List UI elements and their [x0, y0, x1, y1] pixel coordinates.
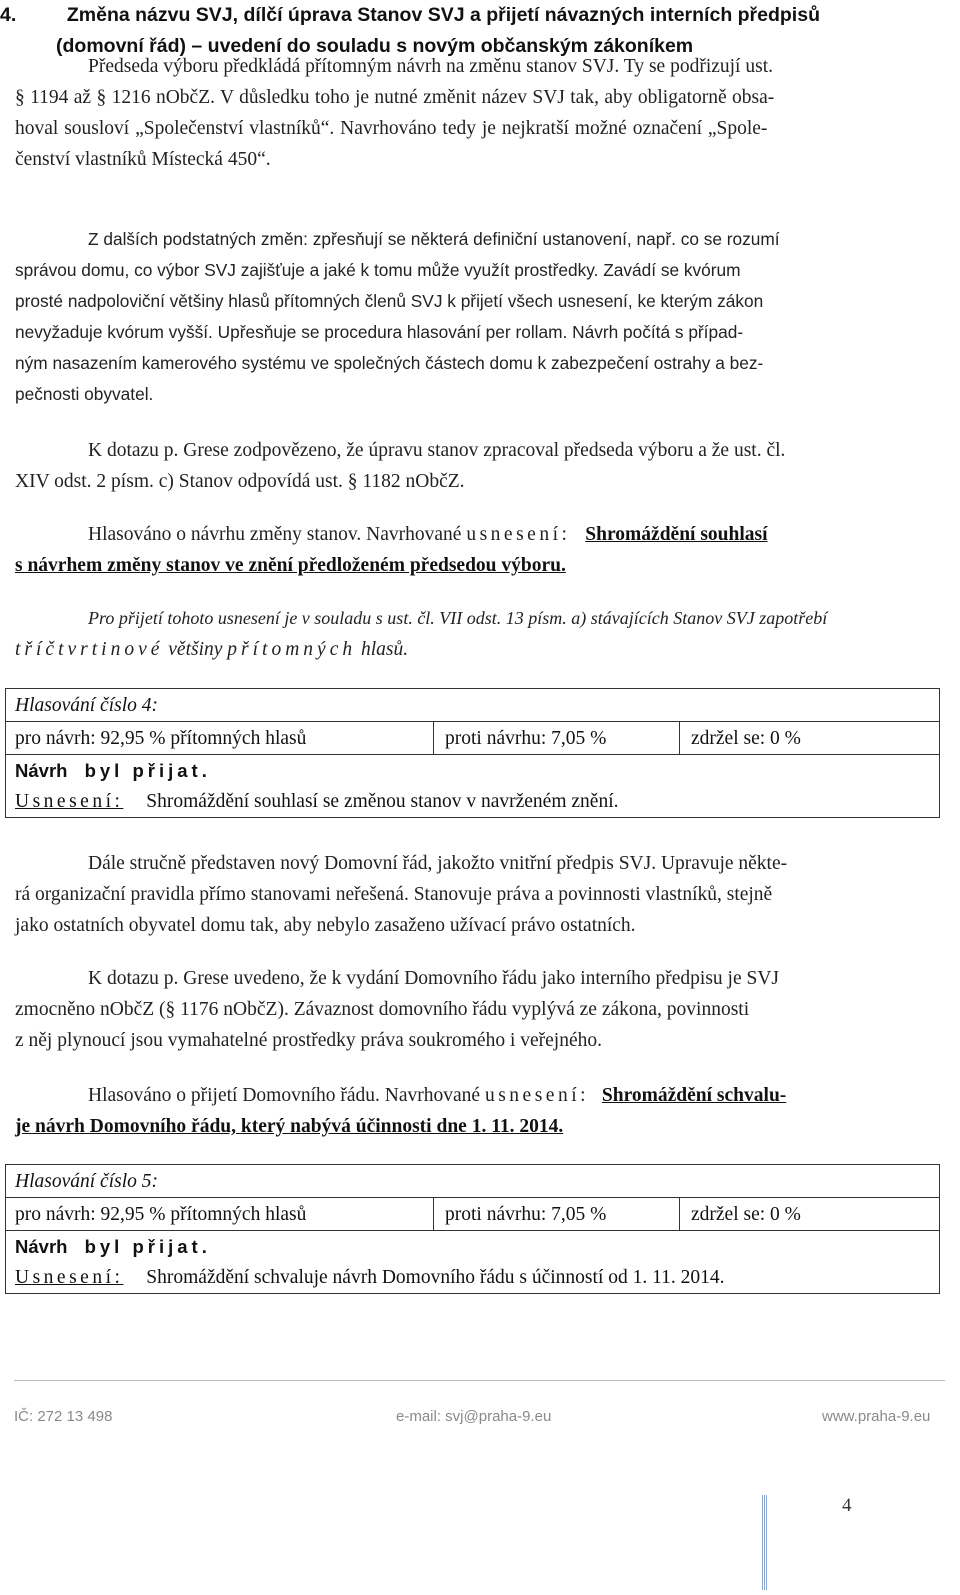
text-line: nevyžaduje kvórum vyšší. Upřesňuje se procedura hlasování per rollam. Návrh počítá s případ- — [15, 322, 744, 342]
text-line: pečnosti obyvatel. — [15, 384, 154, 404]
section-title-line1: Změna názvu SVJ, dílčí úprava Stanov SVJ a přijetí návazných interních předpisů — [66, 4, 820, 26]
text-line: K dotazu p. Grese uvedeno, že k vydání Domovního řádu jako interního předpisu je SVJ — [88, 968, 780, 989]
text-line: § 1194 až § 1216 nObčZ. V důsledku toho je nutné změnit název SVJ tak, aby obligatorně obsa- — [15, 87, 775, 108]
note-text: hlasů. — [360, 639, 409, 660]
text-line: ným nasazením kamerového systému ve společných částech domu k zabezpečení ostrahy a bez- — [15, 353, 764, 373]
page-number-bar — [762, 1495, 767, 1590]
vote-table-4 — [5, 688, 940, 818]
resolution-bold-line2: je návrh Domovního řádu, který nabývá účinnosti dne 1. 11. 2014. — [15, 1116, 564, 1137]
vote-title: Hlasování číslo 4: — [15, 695, 158, 716]
accepted-rest: byl přijat. — [84, 1236, 211, 1257]
accepted-word: Návrh — [15, 1236, 68, 1257]
text-line: K dotazu p. Grese zodpovězeno, že úpravu stanov zpracoval předseda výboru a že ust. čl. — [88, 440, 786, 461]
text-line: rá organizační pravidla přímo stanovami neřešená. Stanovuje práva a povinnosti vlastníků, stejně — [15, 884, 773, 905]
resolution-label: Usnesení: — [15, 791, 124, 812]
resolution-bold: Shromáždění schvalu- — [601, 1085, 787, 1106]
accepted-rest: byl přijat. — [84, 760, 211, 781]
resolution-bold-line2: s návrhem změny stanov ve znění předloženém předsedou výboru. — [15, 555, 566, 576]
resolution-label: Usnesení: — [15, 1267, 124, 1288]
text-line: čenství vlastníků Místecká 450“. — [15, 149, 271, 170]
text-prefix: Hlasováno o přijetí Domovního řádu. Navrhované — [88, 1085, 481, 1106]
vote-accepted — [15, 1231, 211, 1262]
vote-title: Hlasování číslo 5: — [15, 1171, 158, 1192]
note-text: většiny — [168, 639, 223, 660]
footer-ic: IČ: 272 13 498 — [14, 1408, 113, 1425]
text-line: hoval sousloví „Společenství vlastníků“. Navrhováno tedy je nejkratší možné označení „Spole- — [15, 118, 768, 139]
text-prefix: Hlasováno o návrhu změny stanov. Navrhované — [88, 524, 462, 545]
vote-resolution — [15, 786, 618, 817]
section-number: 4. — [0, 4, 17, 26]
vote-accepted — [15, 755, 211, 786]
page-number: 4 — [842, 1495, 852, 1516]
resolution-label: usnesení: — [466, 524, 571, 545]
footer-email[interactable]: e-mail: svj@praha-9.eu — [396, 1408, 552, 1425]
vote-for: pro návrh: 92,95 % přítomných hlasů — [6, 1198, 434, 1230]
note-spaced: tříčtvrtinové — [15, 639, 164, 660]
text-line: prosté nadpoloviční většiny hlasů přítomných členů SVJ k přijetí všech usnesení, ke kterým zákon — [15, 291, 764, 311]
text-line: Pro přijetí tohoto usnesení je v souladu s ust. čl. VII odst. 13 písm. a) stávajících Stanov SVJ zapotřebí — [88, 608, 828, 628]
resolution-text: Shromáždění souhlasí se změnou stanov v navrženém znění. — [146, 791, 619, 812]
vote-for: pro návrh: 92,95 % přítomných hlasů — [6, 722, 434, 754]
text-line: jako ostatních obyvatel domu tak, aby nebylo zasaženo užívací právo ostatních. — [15, 915, 636, 936]
note-spaced: přítomných — [227, 639, 357, 660]
vote-table-5 — [5, 1164, 940, 1294]
vote-resolution — [15, 1262, 725, 1293]
footer-web[interactable]: www.praha-9.eu — [822, 1408, 931, 1425]
vote-against: proti návrhu: 7,05 % — [434, 1198, 680, 1230]
vote-against: proti návrhu: 7,05 % — [434, 722, 680, 754]
accepted-word: Návrh — [15, 760, 68, 781]
resolution-text: Shromáždění schvaluje návrh Domovního řádu s účinností od 1. 11. 2014. — [146, 1267, 725, 1288]
resolution-bold: Shromáždění souhlasí — [585, 524, 768, 545]
resolution-label: usnesení: — [484, 1085, 590, 1106]
text-line: Dále stručně představen nový Domovní řád, jakožto vnitřní předpis SVJ. Upravuje někte- — [88, 853, 788, 874]
footer-divider — [14, 1380, 945, 1381]
text-line: Předseda výboru předkládá přítomným návrh na změnu stanov SVJ. Ty se podřizují ust. — [88, 56, 773, 77]
vote-abstain: zdržel se: 0 % — [691, 728, 801, 749]
text-line: správou domu, co výbor SVJ zajišťuje a jaké k tomu může využít prostředky. Zavádí se kvórum — [15, 260, 741, 280]
text-line: XIV odst. 2 písm. c) Stanov odpovídá ust. § 1182 nObčZ. — [15, 471, 465, 492]
text-line: z něj plynoucí jsou vymahatelné prostředky práva soukromého i veřejného. — [15, 1030, 602, 1051]
text-line: zmocněno nObčZ (§ 1176 nObčZ). Závaznost domovního řádu vyplývá ze zákona, povinnosti — [15, 999, 750, 1020]
section-title-line2: (domovní řád) – uvedení do souladu s novým občanským zákoníkem — [56, 35, 694, 57]
text-line: Z dalších podstatných změn: zpřesňují se některá definiční ustanovení, např. co se rozumí — [88, 229, 780, 249]
vote-abstain: zdržel se: 0 % — [691, 1204, 801, 1225]
